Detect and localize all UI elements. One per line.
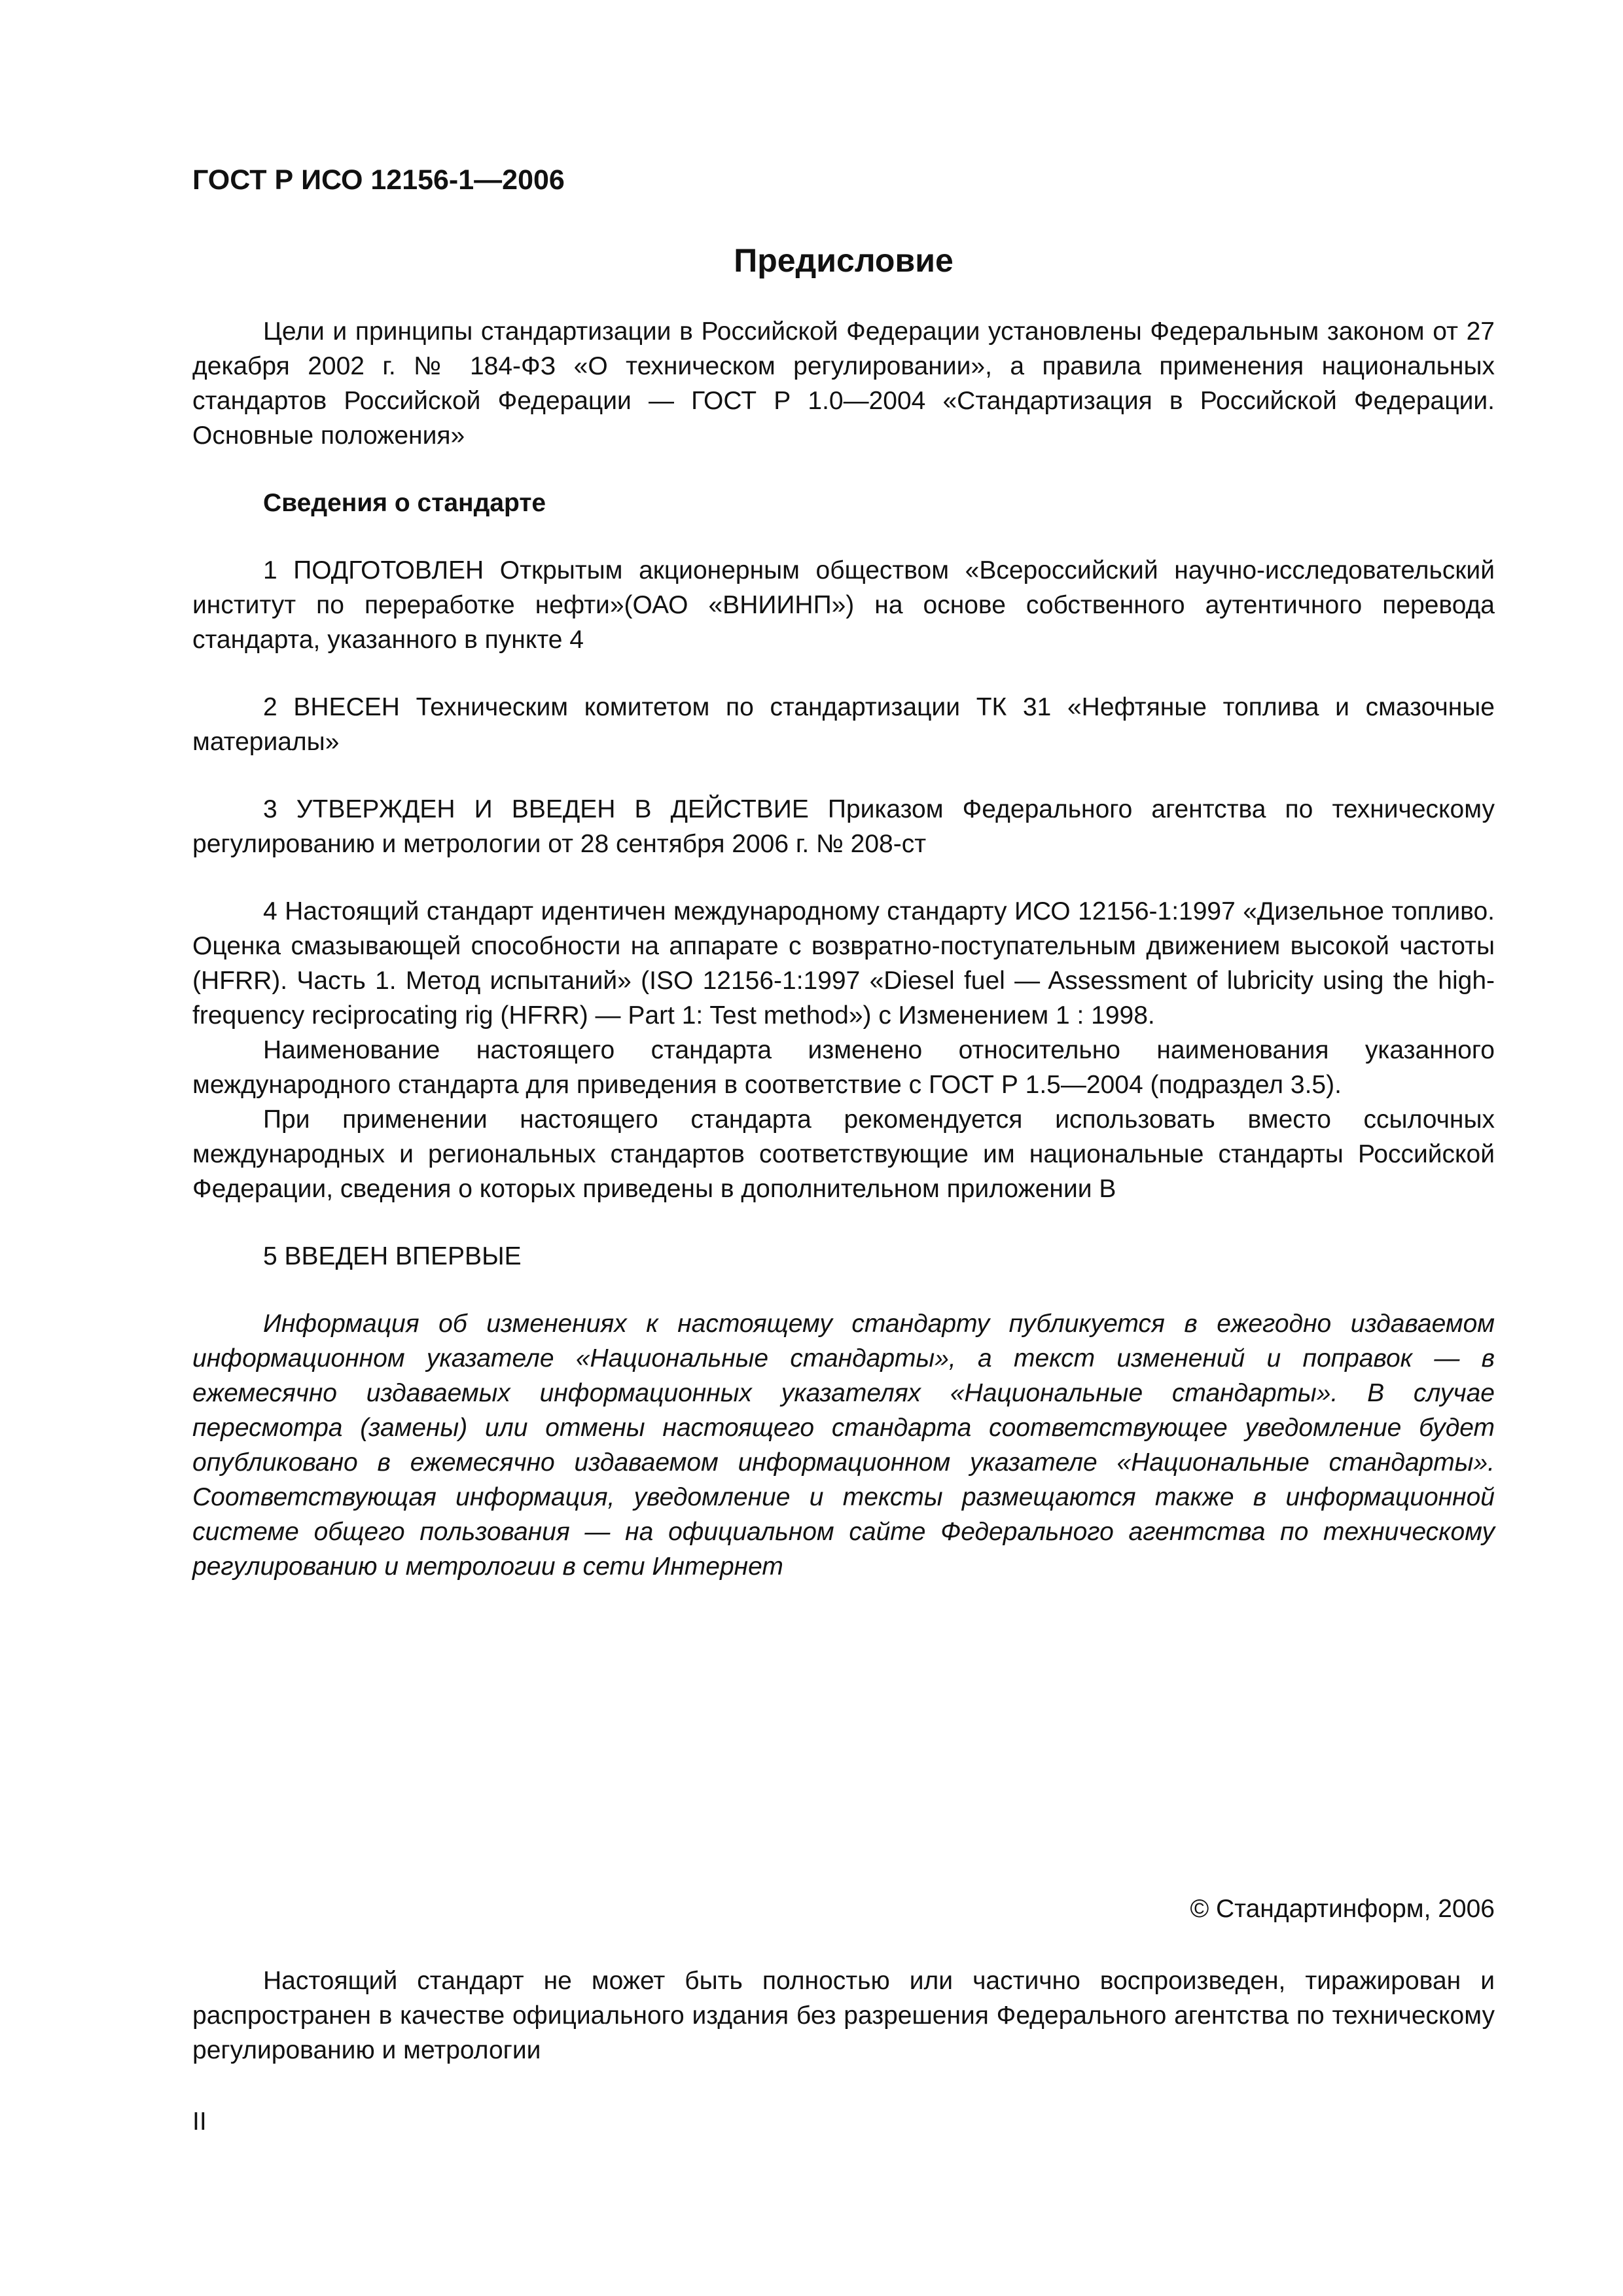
section-heading: Сведения о стандарте <box>263 489 546 517</box>
item-3-paragraph: 3 УТВЕРЖДЕН И ВВЕДЕН В ДЕЙСТВИЕ Приказом Федерального агентства по техническому регулированию и метрологии от 28 сентября 2006 г. № 208-ст <box>192 795 1495 858</box>
item-4-paragraph: 4 Настоящий стандарт идентичен международному стандарту ИСО 12156-1:1997 «Дизельное топливо. Оценка смазывающей способности на аппарате с возвратно-поступательным движением высокой частоты (HFRR). Часть 1. Метод испытаний» (ISO 12156-1:1997 «Diesel fuel — Assessment of lubricity using the high-frequency reciprocating rig (HFRR) — Part 1: Test method») с Изменением 1 : 1998. <box>192 897 1495 1030</box>
reproduction-notice <box>192 1964 1495 2068</box>
intro-paragraph: Цели и принципы стандартизации в Российской Федерации установлены Федеральным законом от 27 декабря 2002 г. № 184-ФЗ «О техническом регулировании», а правила применения национальных стандартов Российской Федерации — ГОСТ Р 1.0—2004 «Стандартизация в Российской Федерации. Основные положения» <box>192 317 1495 450</box>
item-4-reference-note: При применении настоящего стандарта рекомендуется использовать вместо ссылочных международных и региональных стандартов соответствующие им национальные стандарты Российской Федерации, сведения о которых приведены в дополнительном приложении В <box>192 1105 1495 1203</box>
page-number: II <box>192 2108 207 2136</box>
item-4-title-note: Наименование настоящего стандарта изменено относительно наименования указанного международного стандарта для приведения в соответствие с ГОСТ Р 1.5—2004 (подраздел 3.5). <box>192 1036 1495 1099</box>
changes-info-paragraph: Информация об изменениях к настоящему стандарту публикуется в ежегодно издаваемом информационном указателе «Национальные стандарты», а текст изменений и поправок — в ежемесячно издаваемых информационных указателях «Национальные стандарты». В случае пересмотра (замены) или отмены настоящего стандарта соответствующее уведомление будет опубликовано в ежемесячно издаваемом информационном указателе «Национальные стандарты». Соответствующая информация, уведомление и тексты размещаются также в информационной системе общего пользования — на официальном сайте Федерального агентства по техническому регулированию и метрологии в сети Интернет <box>192 1310 1495 1581</box>
preface-body <box>192 314 1495 1584</box>
copyright-line: © Стандартинформ, 2006 <box>1190 1895 1495 1923</box>
document-code: ГОСТ Р ИСО 12156-1—2006 <box>192 164 565 196</box>
item-1-paragraph: 1 ПОДГОТОВЛЕН Открытым акционерным обществом «Всероссийский научно-исследовательский институт по переработке нефти»(ОАО «ВНИИНП») на основе собственного аутентичного перевода стандарта, указанного в пункте 4 <box>192 556 1495 654</box>
item-2-paragraph: 2 ВНЕСЕН Техническим комитетом по стандартизации ТК 31 «Нефтяные топлива и смазочные материалы» <box>192 693 1495 756</box>
item-5-paragraph: 5 ВВЕДЕН ВПЕРВЫЕ <box>263 1242 522 1270</box>
notice-paragraph: Настоящий стандарт не может быть полностью или частично воспроизведен, тиражирован и распространен в качестве официального издания без разрешения Федерального агентства по техническому регулированию и метрологии <box>192 1967 1495 2064</box>
page-title: Предисловие <box>734 242 954 279</box>
